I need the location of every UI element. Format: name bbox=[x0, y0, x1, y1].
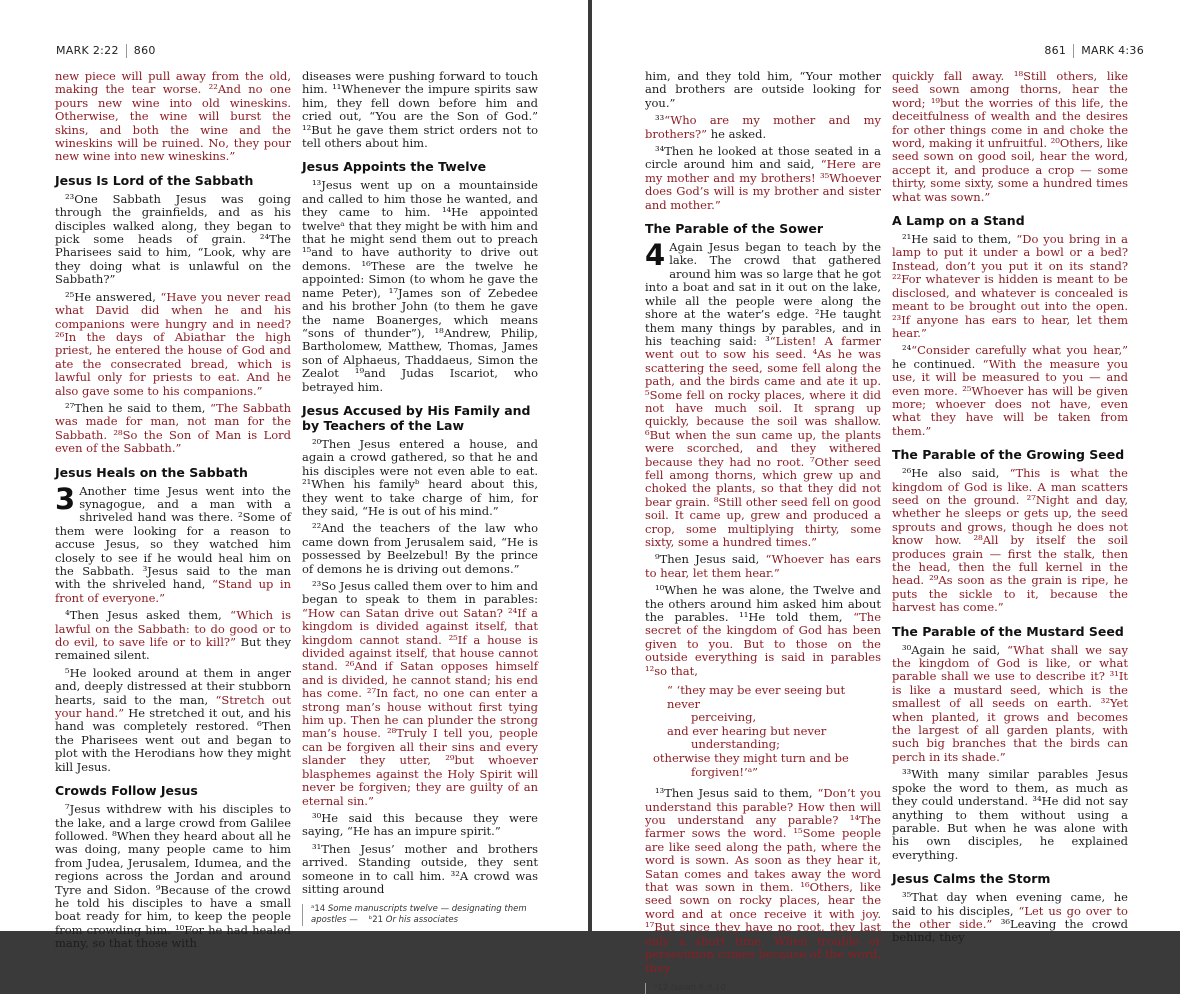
text-run: ³⁴Then he looked at those seated in a circle around him and said, bbox=[645, 144, 881, 172]
text-run: he asked. bbox=[707, 126, 767, 141]
words-of-jesus: “How can Satan drive out Satan? ²⁴If a kingdom is divided against itself, that kingdom cannot stand. ²⁵If a house is divided against itself, that house cannot stand. ²⁶And if Satan opposes himself and is divided, he cannot stand; his end has come. ²⁷In fact, no one can enter a strong man’s house without first tying him up. Then he can plunder the strong man’s house. ²⁸Truly I tell you, people can be forgiven all their sins and every slander they utter, ²⁹but whoever blasphemes against the Holy Spirit will never be forgiven; they are guilty of an eternal sin.” bbox=[302, 605, 538, 808]
section-heading: Crowds Follow Jesus bbox=[55, 783, 198, 799]
text-run: ⁹Then Jesus said, bbox=[655, 552, 766, 567]
text-run: ³⁶Leaving the crowd behind, they bbox=[892, 916, 1128, 945]
text-run: ³³ bbox=[655, 113, 665, 128]
running-head bbox=[1044, 44, 1144, 58]
running-head bbox=[56, 44, 156, 58]
paragraph bbox=[645, 145, 881, 212]
paragraph bbox=[645, 70, 881, 110]
paragraph bbox=[645, 114, 881, 141]
words-of-jesus: quickly fall away. ¹⁸Still others, like seed sown among thorns, hear the word; ¹⁹but the worries of this life, the deceitfulness of wealth and the desires for other things come in and choke the word, making it unfruitful. ²⁰Others, like seed sown on good soil, hear the word, accept it, and produce a crop — some thirty, some sixty, some a hundred times what was sown.” bbox=[892, 69, 1128, 204]
paragraph bbox=[302, 179, 538, 394]
text-run: He stretched it out, and his hand was completely restored. ⁶Then the Pharisees went out and began to plot with the Herodians how they might kill Jesus. bbox=[55, 706, 291, 774]
text-run: diseases were pushing forward to touch him. ¹¹Whenever the impure spirits saw him, they fell down before him and cried out, “You are the Son of God.” ¹²But he gave them strict orders not to tell others about him. bbox=[302, 69, 538, 151]
paragraph bbox=[302, 843, 538, 897]
footnotes bbox=[645, 983, 881, 994]
words-of-jesus: “Here are my mother and my brothers! ³⁵Whoever does God’s will is my brother and sister and mother.” bbox=[645, 157, 881, 212]
words-of-jesus: “Stand up in front of everyone.” bbox=[55, 577, 291, 605]
right-page-column-2 bbox=[892, 69, 1128, 945]
text-run: Again Jesus began to teach by the lake. The crowd that gathered around him was so large that he got into a boat and sat in it out on the lake, while all the people were along the shore at the water’s edge. ²He taught them many things by parables, and in his teaching said: ³ bbox=[645, 240, 881, 348]
text-run: Another time Jesus went into the synagogue, and a man with a shriveled hand was there. ²Some of them were looking for a reason to accuse Jesus, so they watched him closely to see if he would heal him on the Sabbath. ³Jesus said to the man with the shriveled hand, bbox=[55, 483, 291, 592]
footnotes bbox=[302, 904, 538, 926]
chapter-number: 4 bbox=[645, 238, 666, 273]
words-of-jesus: “Stretch out your hand.” bbox=[55, 692, 291, 721]
words-of-jesus: “Do you bring in a lamp to put it under a bowl or a bed? Instead, don’t you put it on its stand? ²²For whatever is hidden is meant to be disclosed, and whatever is concealed is meant to be brought out into the open. ²³If anyone has ears to hear, let them hear.” bbox=[892, 232, 1128, 340]
paragraph bbox=[55, 70, 291, 164]
text-run: him, and they told him, “Your mother and brothers are outside looking for you.” bbox=[645, 69, 881, 110]
section-heading: Jesus Calms the Storm bbox=[892, 871, 1051, 887]
poetry-line: perceiving, bbox=[691, 710, 757, 725]
poetry-line: and ever hearing but never bbox=[667, 723, 827, 738]
words-of-jesus: “Don’t you understand this parable? How then will you understand any parable? ¹⁴The farmer sows the word. ¹⁵Some people are like seed along the path, where the word is sown. As soon as they hear it, Satan comes and takes away the word that was sown in them. ¹⁶Others, like seed sown on rocky places, hear the word and at once receive it with joy. ¹⁷But since they have no root, they last only a short time. When trouble or persecution comes because of the word, they bbox=[645, 786, 881, 975]
words-of-jesus: “This is what the kingdom of God is like. A man scatters seed on the ground. ²⁷Night and day, whether he sleeps or gets up, the seed sprouts and grows, though he does not know how. ²⁸All by itself the soil produces grain — first the stalk, then the head, then the full kernel in the head. ²⁹As soon as the grain is ripe, he puts the sickle to it, because the harvest has come.” bbox=[892, 466, 1128, 615]
paragraph bbox=[302, 70, 538, 150]
paragraph bbox=[55, 803, 291, 950]
section-heading: The Parable of the Sower bbox=[645, 221, 824, 237]
words-of-jesus: “Consider carefully what you hear,” bbox=[911, 343, 1128, 358]
text-run: ²⁶He also said, bbox=[902, 466, 1010, 481]
running-head-reference: MARK 2:22 bbox=[56, 44, 119, 57]
text-run: ³³With many similar parables Jesus spoke the word to them, as much as they could understand. ³⁴He did not say anything to them without using a parable. But when he was alone with his own disciples, he explained everything. bbox=[892, 767, 1128, 862]
paragraph bbox=[645, 553, 881, 580]
poetry-line: otherwise they might turn and be bbox=[653, 751, 849, 766]
paragraph bbox=[892, 344, 1128, 438]
left-page-column-2 bbox=[302, 69, 538, 926]
section-heading: Jesus Heals on the Sabbath bbox=[55, 464, 248, 480]
text-run: ²²And the teachers of the law who came down from Jerusalem said, “He is possessed by Beelzebul! By the prince of demons he is driving out demons.” bbox=[302, 521, 538, 576]
right-page-column-1 bbox=[645, 69, 881, 993]
page-number: 860 bbox=[133, 44, 156, 57]
section-heading: The Parable of the Growing Seed bbox=[892, 447, 1125, 463]
words-of-jesus: “Have you never read what David did when he and his companions were hungry and in need? ²⁶In the days of Abiathar the high priest, he entered the house of God and ate the consecrated bread, which is lawful only for priests to eat. And he also gave some to his companions.” bbox=[55, 289, 291, 398]
footnote-a-ref: ᵃ12 bbox=[654, 982, 669, 993]
text-run: ³⁵That day when evening came, he said to his disciples, bbox=[892, 890, 1128, 918]
paragraph bbox=[645, 238, 881, 549]
words-of-jesus: “The Sabbath was made for man, not man for the Sabbath. ²⁸So the Son of Man is Lord even of the Sabbath.” bbox=[55, 400, 291, 456]
text-run: ⁷Jesus withdrew with his disciples to the lake, and a large crowd from Galilee followed. ⁸When they heard about all he was doing, many people came to him from Judea, Jerusalem, Idumea, and the regions across the Jordan and around Tyre and Sidon. ⁹Because of the crowd he told his disciples to have a small boat ready for him, to keep the people from crowding him. ¹⁰For he had healed many, so that those with bbox=[55, 802, 291, 951]
footnote-a-ref: ᵃ14 bbox=[311, 904, 326, 915]
left-page-column-1 bbox=[55, 69, 292, 951]
paragraph bbox=[55, 193, 291, 287]
running-head-separator bbox=[1073, 44, 1074, 58]
footnote-a-text: Isaiah 6:9,10 bbox=[670, 982, 726, 993]
paragraph bbox=[55, 291, 291, 398]
paragraph bbox=[302, 812, 538, 839]
footnote-b-text: Or his associates bbox=[385, 915, 459, 926]
paragraph bbox=[645, 787, 881, 975]
page-number: 861 bbox=[1044, 44, 1067, 57]
poetry-line: forgiven!’ᵃ” bbox=[691, 764, 759, 779]
chapter-number: 3 bbox=[55, 481, 76, 516]
words-of-jesus: “Which is lawful on the Sabbath: to do good or to do evil, to save life or to kill?” bbox=[55, 608, 292, 650]
paragraph bbox=[302, 580, 538, 808]
running-head-separator bbox=[126, 44, 127, 58]
words-of-jesus: “The secret of the kingdom of God has been given to you. But to those on the outside everything is said in parables ¹²so that, bbox=[645, 610, 881, 678]
text-run: ²¹He said to them, bbox=[902, 232, 1017, 247]
poetry-line: “ ‘they may be ever seeing but never bbox=[667, 683, 846, 711]
paragraph bbox=[302, 522, 538, 576]
words-of-jesus: “With the measure you use, it will be measured to you — and even more. ²⁵Whoever has will be given more; whoever does not have, even what they have will be taken from them.” bbox=[892, 356, 1128, 438]
paragraph bbox=[645, 584, 881, 678]
right-page bbox=[592, 0, 1180, 993]
left-page bbox=[0, 0, 588, 951]
section-heading: The Parable of the Mustard Seed bbox=[892, 623, 1124, 639]
footnote-a-text: Some manuscripts twelve — designating them apostles — bbox=[311, 904, 527, 926]
paragraph bbox=[55, 402, 291, 456]
text-run: ²⁵He answered, bbox=[65, 289, 161, 304]
paragraph bbox=[55, 609, 291, 663]
paragraph bbox=[892, 467, 1128, 614]
text-run: he continued. bbox=[892, 356, 983, 371]
paragraph bbox=[892, 768, 1128, 862]
paragraph bbox=[55, 667, 291, 774]
paragraph bbox=[892, 644, 1128, 765]
words-of-jesus: “What shall we say the kingdom of God is like, or what parable shall we use to describe it? ³¹It is like a mustard seed, which is the smallest of all seeds on earth. ³²Yet when planted, it grows and becomes the largest of all garden plants, with such big branches that the birds can perch in its shade.” bbox=[892, 642, 1128, 764]
text-run: ²⁴ bbox=[902, 343, 912, 358]
section-heading: Jesus Accused by His Family and by Teachers of the Law bbox=[302, 402, 531, 433]
words-of-jesus: “Whoever has ears to hear, let them hear.” bbox=[645, 552, 881, 580]
words-of-jesus: “Listen! A farmer went out to sow his seed. ⁴As he was scattering the seed, some fell along the path, and the birds came and ate it up. ⁵Some fell on rocky places, where it did not have much soil. It sprang up quickly, because the soil was shallow. ⁶But when the sun came up, the plants were scorched, and they withered because they had no root. ⁷Other seed fell among thorns, which grew up and choked the plants, so that they did not bear grain. ⁸Still other seed fell on good soil. It came up, grew and produced a crop, some multiplying thirty, some sixty, some a hundred times.” bbox=[645, 333, 881, 549]
text-run: ⁴Then Jesus asked them, bbox=[65, 608, 231, 623]
section-heading: Jesus Is Lord of the Sabbath bbox=[55, 172, 254, 188]
footnote-b-ref: ᵇ21 bbox=[368, 915, 384, 926]
text-run: ¹³Then Jesus said to them, bbox=[655, 786, 818, 801]
text-run: ²³So Jesus called them over to him and began to speak to them in parables: bbox=[302, 579, 538, 607]
paragraph bbox=[302, 438, 538, 518]
words-of-jesus: new piece will pull away from the old, making the tear worse. ²²And no one pours new wine into old wineskins. Otherwise, the wine will burst the skins, and both the wine and the wineskins will be ruined. No, they pour new wine into new wineskins.” bbox=[55, 69, 291, 164]
text-run: ¹³Jesus went up on a mountainside and called to him those he wanted, and they came to him. ¹⁴He appointed twelveᵃ that they might be with him and that he might send them out to preach ¹⁵and to have authority to drive out demons. ¹⁶These are the twelve he appointed: Simon (to whom he gave the name Peter), ¹⁷James son of Zebedee and his brother John (to them he gave the name Boanerges, which means “sons of thunder”), ¹⁸Andrew, Philip, Bartholomew, Matthew, Thomas, James son of Alphaeus, Thaddaeus, Simon the Zealot ¹⁹and Judas Iscariot, who betrayed him. bbox=[302, 178, 538, 394]
paragraph bbox=[892, 233, 1128, 340]
words-of-jesus: “Who are my mother and my brothers?” bbox=[645, 113, 881, 141]
running-head-reference: MARK 4:36 bbox=[1081, 44, 1144, 57]
text-run: ³⁰Again he said, bbox=[902, 642, 1008, 657]
poetry-line: understanding; bbox=[691, 737, 780, 752]
section-heading: A Lamp on a Stand bbox=[892, 213, 1025, 229]
words-of-jesus: “Let us go over to the other side.” bbox=[892, 903, 1128, 931]
paragraph bbox=[892, 891, 1128, 945]
text-run: ²³One Sabbath Jesus was going through the grainfields, and as his disciples walked along, they began to pick some heads of grain. ²⁴The Pharisees said to him, “Look, why are they doing what is unlawful on the Sabbath?” bbox=[55, 191, 291, 287]
text-run: ³⁰He said this because they were saying, “He has an impure spirit.” bbox=[302, 810, 538, 839]
section-heading: Jesus Appoints the Twelve bbox=[302, 159, 487, 175]
text-run: But they remained silent. bbox=[55, 635, 291, 663]
text-run: ²⁷Then he said to them, bbox=[65, 400, 211, 415]
text-run: ³¹Then Jesus’ mother and brothers arrived. Standing outside, they sent someone in to call him. ³²A crowd was sitting around bbox=[302, 841, 538, 896]
text-run: ⁵He looked around at them in anger and, deeply distressed at their stubborn hearts, said to the man, bbox=[55, 665, 291, 707]
text-run: ¹⁰When he was alone, the Twelve and the others around him asked him about the parables. ¹¹He told them, bbox=[645, 583, 881, 625]
paragraph bbox=[892, 70, 1128, 204]
poetry-quote bbox=[653, 684, 881, 779]
paragraph bbox=[55, 481, 291, 606]
text-run: ²⁰Then Jesus entered a house, and again a crowd gathered, so that he and his disciples were not even able to eat. ²¹When his familyᵇ heard about this, they went to take charge of him, for they said, “He is out of his mind.” bbox=[302, 436, 538, 518]
